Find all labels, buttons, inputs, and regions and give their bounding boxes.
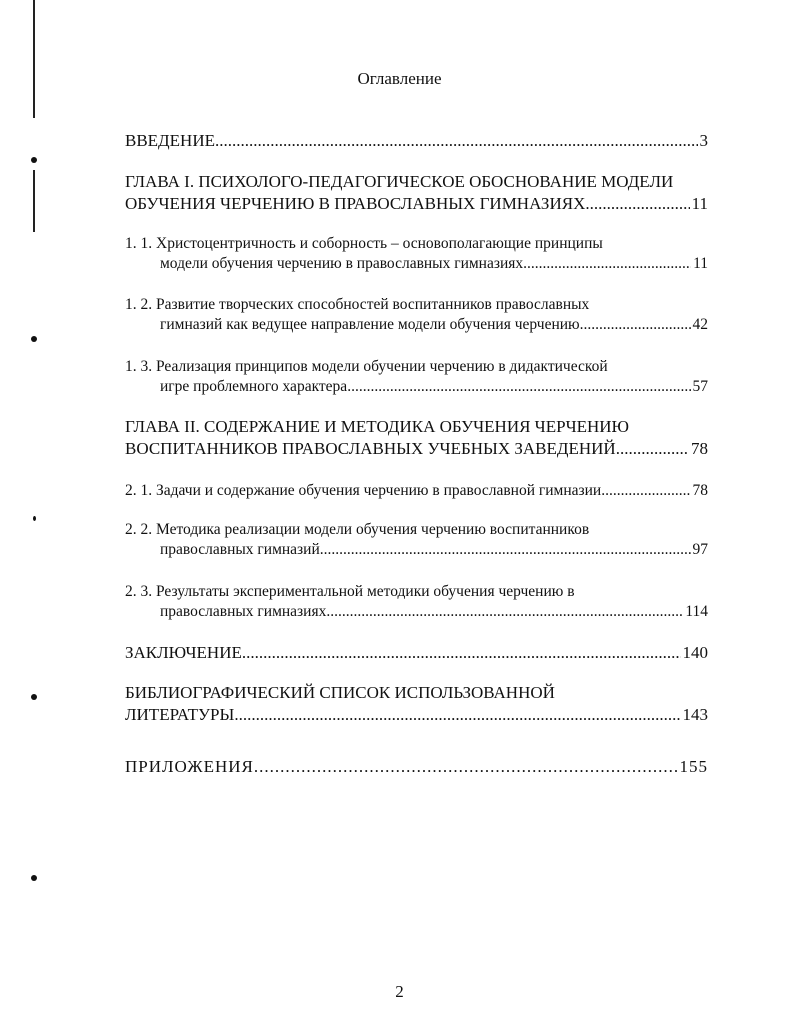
toc-page-number: 143 [682,705,708,724]
toc-entry-section-2-1[interactable] [125,481,708,501]
dot-leader [234,704,680,726]
toc-page-number: 3 [699,131,708,150]
dot-leader [580,315,691,335]
toc-entry-appendices[interactable] [125,756,708,778]
dot-leader [616,438,689,460]
toc-entry-section-1-1[interactable] [125,234,708,274]
toc-entry-section-2-3[interactable] [125,582,708,622]
dot-leader [326,602,683,622]
toc-entry-label: ВОСПИТАННИКОВ ПРАВОСЛАВНЫХ УЧЕБНЫХ ЗАВЕДЕНИЙ [125,439,616,458]
toc-entry-label: 2. 3. Результаты экспериментальной методики обучения черчению в [125,583,575,600]
dot-leader [254,756,678,778]
toc-entry-label: 1. 3. Реализация принципов модели обучении черчению в дидактической [125,358,608,375]
toc-entry-label: ПРИЛОЖЕНИЯ [125,757,254,776]
toc-entry-section-2-2[interactable] [125,520,708,560]
dot-leader [215,130,698,152]
toc-entry-label: ЗАКЛЮЧЕНИЕ [125,643,242,662]
toc-entry-label: 2. 1. Задачи и содержание обучения черчению в православной гимназии [125,482,602,499]
dot-leader [601,481,690,501]
toc-page-number: 155 [679,757,708,776]
toc-entry-label: 1. 2. Развитие творческих способностей воспитанников православных [125,296,590,313]
toc-entry-chapter-2[interactable] [125,416,708,460]
toc-entry-label: ГЛАВА I. ПСИХОЛОГО-ПЕДАГОГИЧЕСКОЕ ОБОСНОВАНИЕ МОДЕЛИ [125,172,674,191]
toc-page-number: 11 [693,255,708,272]
toc-page-number: 42 [692,316,708,333]
toc-entry-label: модели обучения черчению в православных гимназиях [160,255,524,272]
toc-entry-label: ЛИТЕРАТУРЫ [125,705,235,724]
toc-page-number: 57 [692,378,708,395]
toc-entry-section-1-3[interactable] [125,357,708,397]
toc-entry-label: ОБУЧЕНИЯ ЧЕРЧЕНИЮ В ПРАВОСЛАВНЫХ ГИМНАЗИЯХ [125,194,586,213]
toc-entry-intro[interactable] [125,130,708,152]
dot-leader [523,254,691,274]
margin-dot [31,694,37,700]
toc-page-number: 78 [691,439,708,458]
toc-page-number: 97 [692,541,708,558]
toc-page-number: 140 [682,643,708,662]
toc-entry-bibliography[interactable] [125,682,708,726]
page-title: Оглавление [357,69,442,88]
toc-entry-chapter-1[interactable] [125,171,708,215]
margin-dot [33,516,36,521]
dot-leader [320,540,691,560]
toc-entry-label: игре проблемного характера [160,378,348,395]
toc-page-number: 78 [692,482,708,499]
toc-entry-label: православных гимназиях [160,603,327,620]
toc-entry-label: БИБЛИОГРАФИЧЕСКИЙ СПИСОК ИСПОЛЬЗОВАННОЙ [125,683,555,702]
dot-leader [347,377,690,397]
toc-entry-section-1-2[interactable] [125,295,708,335]
toc-entry-label: 2. 2. Методика реализации модели обучения черчению воспитанников [125,521,590,538]
toc-entry-conclusion[interactable] [125,642,708,664]
toc-entry-label: ГЛАВА II. СОДЕРЖАНИЕ И МЕТОДИКА ОБУЧЕНИЯ ЧЕРЧЕНИЮ [125,417,630,436]
toc-entry-label: 1. 1. Христоцентричность и соборность – основополагающие принципы [125,235,603,252]
toc-page-number: 114 [685,603,708,620]
margin-bar-top [33,0,35,118]
toc-entry-label: православных гимназий [160,541,320,558]
toc-page-number: 11 [691,194,708,213]
toc-entry-label: ВВЕДЕНИЕ [125,131,215,150]
margin-bar-middle [33,170,35,232]
dot-leader [242,642,681,664]
margin-dot [31,875,37,881]
margin-dot [31,336,37,342]
margin-dot [31,157,37,163]
toc-entry-label: гимназий как ведущее направление модели обучения черчению [160,316,580,333]
dot-leader [585,193,689,215]
page-number: 2 [395,982,404,1001]
